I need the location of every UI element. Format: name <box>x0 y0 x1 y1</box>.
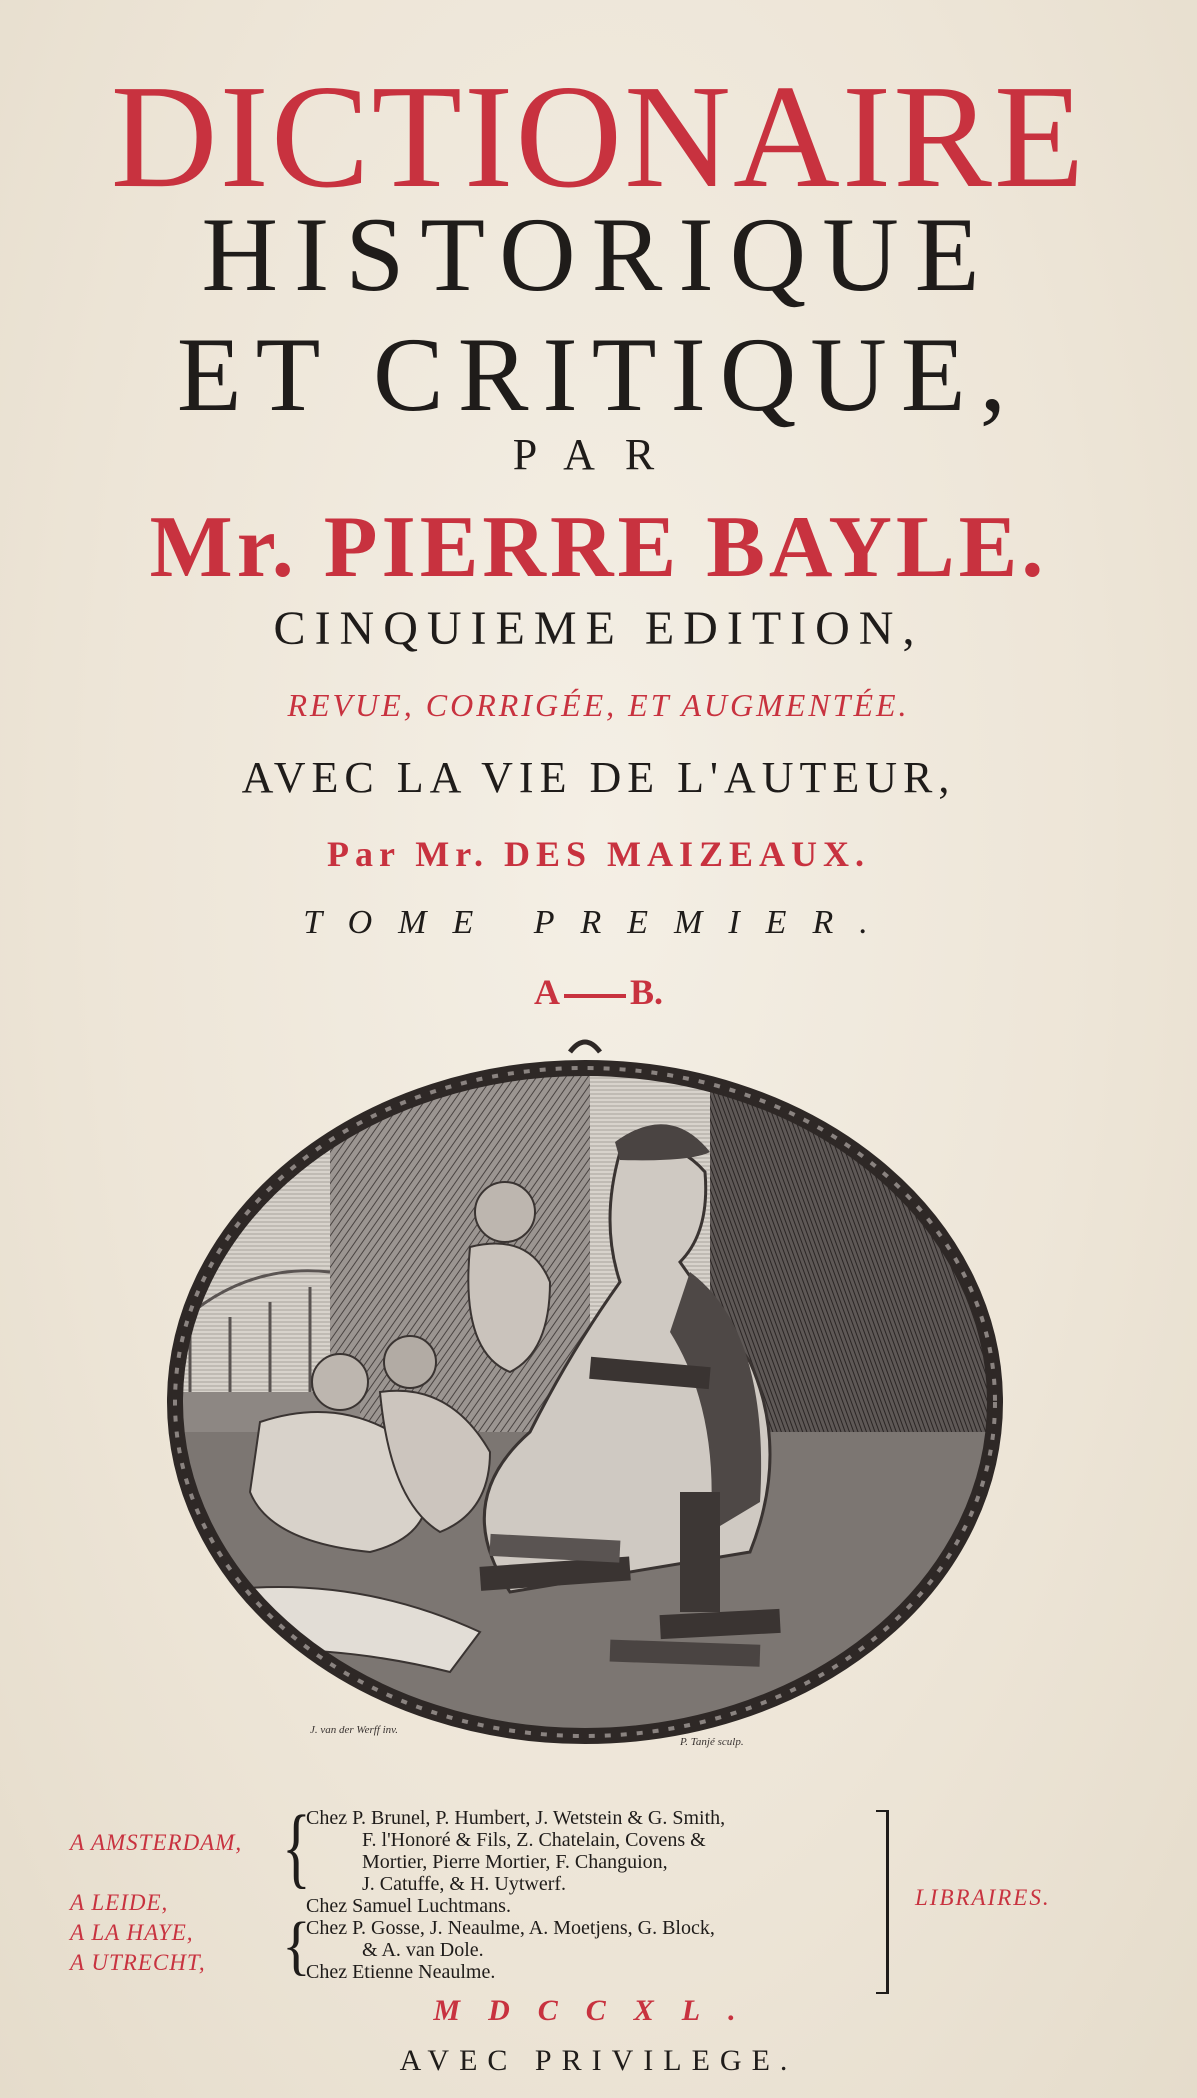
engraving-signature-left: J. van der Werff inv. <box>310 1724 398 1736</box>
brace-haye: { <box>282 1908 311 1982</box>
publication-year: MDCCXL. <box>433 1994 764 2027</box>
letter-range <box>0 970 1197 1014</box>
publisher-line: Chez P. Brunel, P. Humbert, J. Wetstein & G. Smith, <box>306 1807 726 1829</box>
place-utrecht: A UTRECHT, <box>70 1950 206 1975</box>
title-line-2: HISTORIQUE <box>201 196 996 313</box>
place-la-haye: A LA HAYE, <box>70 1920 194 1945</box>
volume-line: TOME PREMIER. <box>303 904 894 941</box>
edition-line: CINQUIEME EDITION, <box>273 602 924 655</box>
engraving-vignette <box>150 1032 1020 1762</box>
engraving-scene <box>150 1032 1020 1762</box>
engraving-signature-right: P. Tanjé sculp. <box>680 1736 744 1748</box>
privilege-line: AVEC PRIVILEGE. <box>399 2044 798 2077</box>
range-start: A <box>533 972 560 1012</box>
by-line: PAR <box>512 430 685 479</box>
publisher-line: Chez Etienne Neaulme. <box>306 1961 496 1983</box>
range-dash <box>564 994 626 998</box>
title-line-3: ET CRITIQUE, <box>176 316 1021 433</box>
life-line: AVEC LA VIE DE L'AUTEUR, <box>241 753 956 802</box>
range-end: B. <box>629 972 663 1012</box>
imprint-block <box>0 1790 1197 2010</box>
right-bracket <box>876 1810 889 1994</box>
publisher-line: Chez P. Gosse, J. Neaulme, A. Moetjens, G. Block, <box>306 1917 715 1939</box>
author-name: Mr. PIERRE BAYLE. <box>149 499 1048 596</box>
publisher-line: Mortier, Pierre Mortier, F. Changuion, <box>362 1851 668 1873</box>
place-leide: A LEIDE, <box>70 1890 169 1915</box>
publisher-line: J. Catuffe, & H. Uytwerf. <box>362 1873 567 1895</box>
trade-label: LIBRAIRES. <box>915 1885 1051 1910</box>
publisher-line: & A. van Dole. <box>362 1939 484 1961</box>
publisher-line: Chez Samuel Luchtmans. <box>306 1895 511 1917</box>
revision-line: REVUE, CORRIGÉE, ET AUGMENTÉE. <box>287 687 910 723</box>
life-author-line: Par Mr. DES MAIZEAUX. <box>326 834 870 874</box>
title-line-1: DICTIONAIRE <box>110 55 1087 219</box>
brace-amsterdam: { <box>282 1797 311 1897</box>
publisher-line: F. l'Honoré & Fils, Z. Chatelain, Covens & <box>362 1829 706 1851</box>
place-amsterdam: A AMSTERDAM, <box>70 1830 243 1855</box>
